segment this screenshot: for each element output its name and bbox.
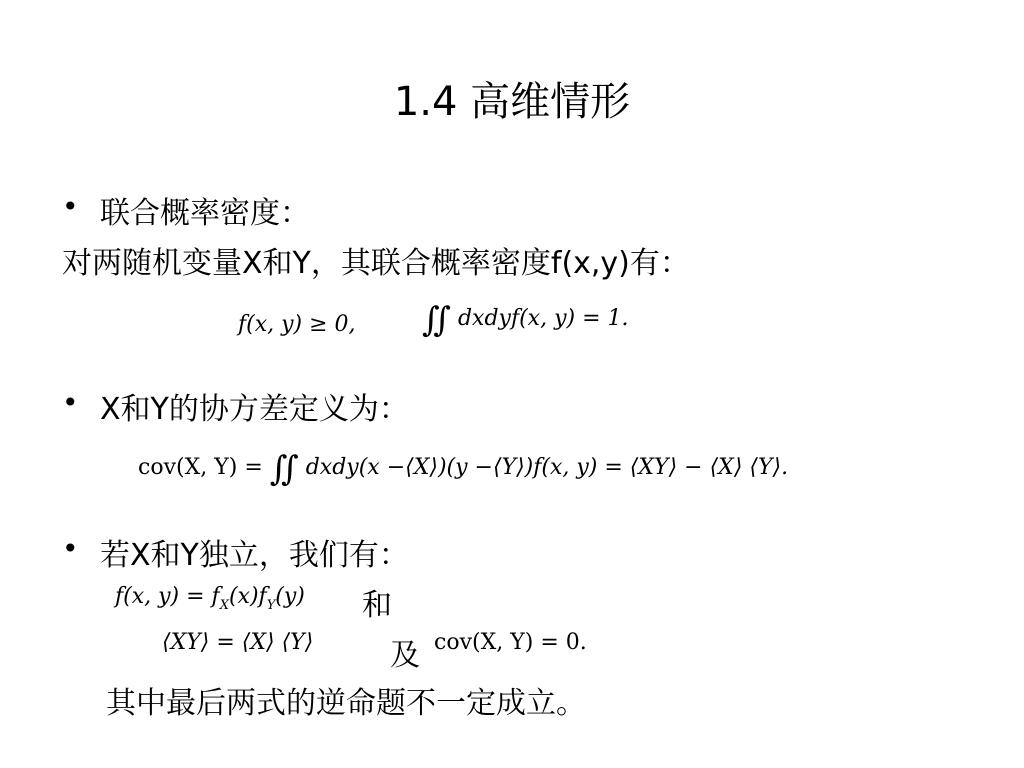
bullet-dot: •: [62, 532, 79, 565]
formula-expectation-product: [162, 630, 313, 655]
eq1-left: f(x, y) ≥ 0,: [238, 312, 356, 337]
bullet-joint-density: 联合概率密度：: [100, 196, 310, 231]
bullet-dot: •: [62, 386, 79, 419]
double-integral-sign: ∬: [269, 449, 299, 489]
eq3-mid: (x)f: [228, 584, 267, 609]
eq3-sub-x: X: [219, 598, 229, 613]
bullet-independence: 若X和Y独立，我们有：: [100, 538, 409, 573]
eq3-sub-y: Y: [266, 598, 276, 613]
formula-zero-covariance: [434, 630, 587, 655]
formula-factorization: [115, 584, 305, 613]
eq4-left: ⟨XY⟩ = ⟨X⟩ ⟨Y⟩: [162, 630, 314, 655]
eq3-right: (y): [275, 584, 305, 609]
eq3-left: f(x, y) = f: [115, 584, 220, 609]
eq1-right: dxdyf(x, y) = 1.: [457, 306, 629, 331]
formula-nonnegative: [238, 312, 356, 337]
conclusion-text: 其中最后两式的逆命题不一定成立。: [106, 686, 586, 721]
bullet-covariance: X和Y的协方差定义为：: [100, 392, 409, 427]
eq4-right: cov(X, Y) = 0.: [434, 630, 587, 655]
double-integral-sign: ∬: [422, 300, 451, 340]
eq2-right: dxdy(x −⟨X⟩)(y −⟨Y⟩)f(x, y) = ⟨XY⟩ − ⟨X⟩ ⟨Y⟩.: [305, 455, 789, 480]
bullet-dot: •: [62, 190, 79, 223]
joint-density-sentence: 对两随机变量X和Y，其联合概率密度f(x,y)有：: [62, 246, 690, 281]
slide-title: 1.4 高维情形: [393, 79, 631, 125]
and-text: 和: [362, 588, 392, 623]
eq2-left: cov(X, Y) =: [138, 455, 263, 480]
formula-normalization: [422, 300, 629, 340]
formula-covariance: [138, 449, 788, 489]
ji-text: 及: [390, 638, 420, 673]
